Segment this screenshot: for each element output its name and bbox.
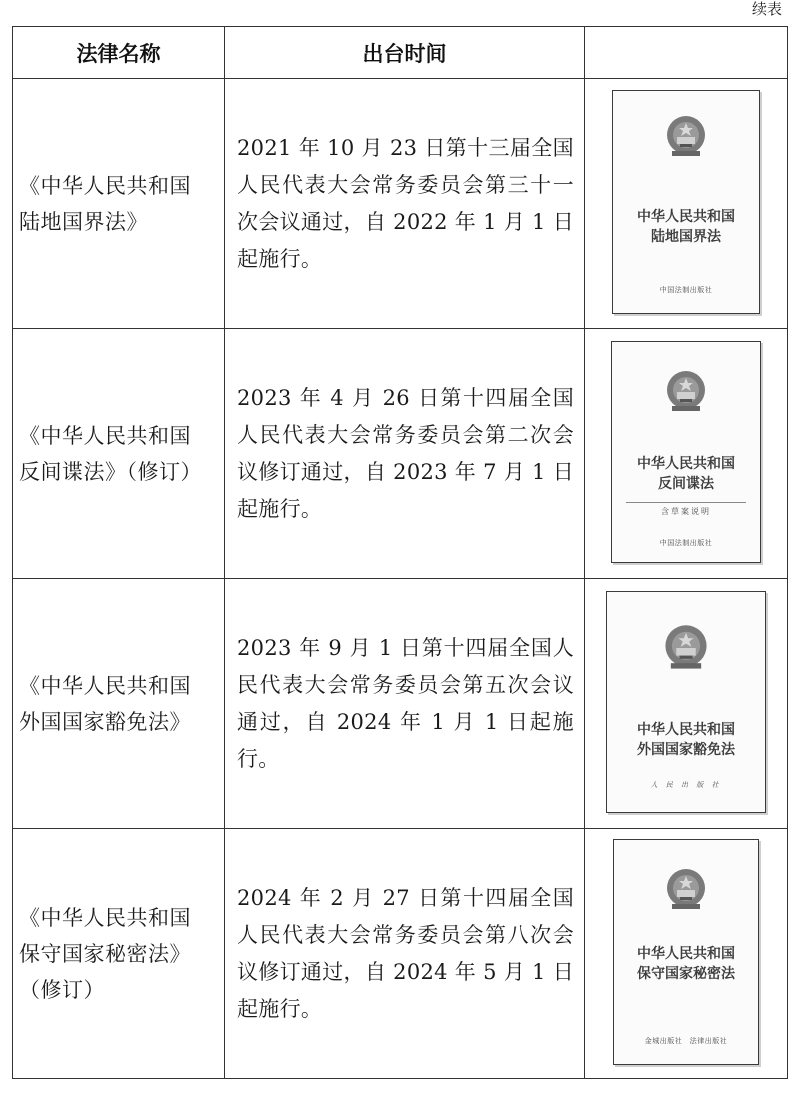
cover-publisher: 人 民 出 版 社 bbox=[650, 780, 722, 789]
national-emblem-icon bbox=[663, 113, 709, 161]
cover-cell bbox=[585, 79, 788, 329]
cover-title: 中华人民共和国 反间谍法 bbox=[637, 455, 735, 492]
law-name-line: 反间谍法》（修订） bbox=[19, 459, 202, 484]
law-name-cell bbox=[13, 829, 225, 1079]
national-emblem-icon bbox=[661, 622, 711, 674]
enactment-time-cell: 2024 年 2 月 27 日第十四届全国人民代表大会常务委员会第八次会议修订通过，自 2024 年 5 月 1 日起施行。 bbox=[225, 829, 585, 1079]
law-name-line: 《中华人民共和国 bbox=[19, 673, 191, 698]
continued-label: 续表 bbox=[751, 0, 782, 18]
table-row bbox=[13, 829, 788, 1079]
law-name-cell bbox=[13, 329, 225, 579]
table-row bbox=[13, 329, 788, 579]
cover-title: 中华人民共和国 保守国家秘密法 bbox=[637, 945, 735, 982]
cover-publisher: 中国法制出版社 bbox=[659, 285, 713, 294]
cover-title: 中华人民共和国 外国国家豁免法 bbox=[637, 721, 735, 758]
book-cover bbox=[606, 591, 766, 813]
cover-cell bbox=[585, 829, 788, 1079]
book-cover bbox=[612, 90, 760, 314]
law-name-line: 《中华人民共和国 bbox=[19, 905, 191, 930]
law-name-cell bbox=[13, 579, 225, 829]
enactment-time-cell: 2021 年 10 月 23 日第十三届全国人民代表大会常务委员会第三十一次会议通过，自 2022 年 1 月 1 日起施行。 bbox=[225, 79, 585, 329]
cover-publisher: 金城出版社 法律出版社 bbox=[644, 1036, 728, 1045]
cover-cell bbox=[585, 329, 788, 579]
cover-publisher: 中国法制出版社 bbox=[659, 538, 713, 547]
book-cover bbox=[611, 341, 761, 563]
header-enactment-time: 出台时间 bbox=[225, 27, 585, 79]
header-law-name: 法律名称 bbox=[13, 27, 225, 79]
header-row bbox=[13, 27, 788, 79]
law-name-line: 《中华人民共和国 bbox=[19, 423, 191, 448]
cover-divider bbox=[626, 502, 746, 503]
enactment-time-cell: 2023 年 4 月 26 日第十四届全国人民代表大会常务委员会第二次会议修订通过，自 2023 年 7 月 1 日起施行。 bbox=[225, 329, 585, 579]
national-emblem-icon bbox=[663, 866, 709, 914]
law-name-line: 《中华人民共和国 bbox=[19, 173, 191, 198]
national-emblem-icon bbox=[663, 368, 709, 416]
law-name-cell bbox=[13, 79, 225, 329]
laws-table bbox=[12, 26, 788, 1079]
header-cover bbox=[585, 27, 788, 79]
law-name-line: 陆地国界法》 bbox=[19, 209, 148, 234]
book-cover bbox=[613, 839, 759, 1065]
table-row bbox=[13, 79, 788, 329]
cover-subtitle: 含草案说明 bbox=[661, 506, 711, 516]
table-row bbox=[13, 579, 788, 829]
enactment-time-cell: 2023 年 9 月 1 日第十四届全国人民代表大会常务委员会第五次会议通过，自 2024 年 1 月 1 日起施行。 bbox=[225, 579, 585, 829]
cover-cell bbox=[585, 579, 788, 829]
law-name-line: （修订） bbox=[19, 977, 105, 1002]
law-name-line: 外国国家豁免法》 bbox=[19, 709, 191, 734]
cover-title: 中华人民共和国 陆地国界法 bbox=[637, 208, 735, 245]
law-name-line: 保守国家秘密法》 bbox=[19, 941, 191, 966]
